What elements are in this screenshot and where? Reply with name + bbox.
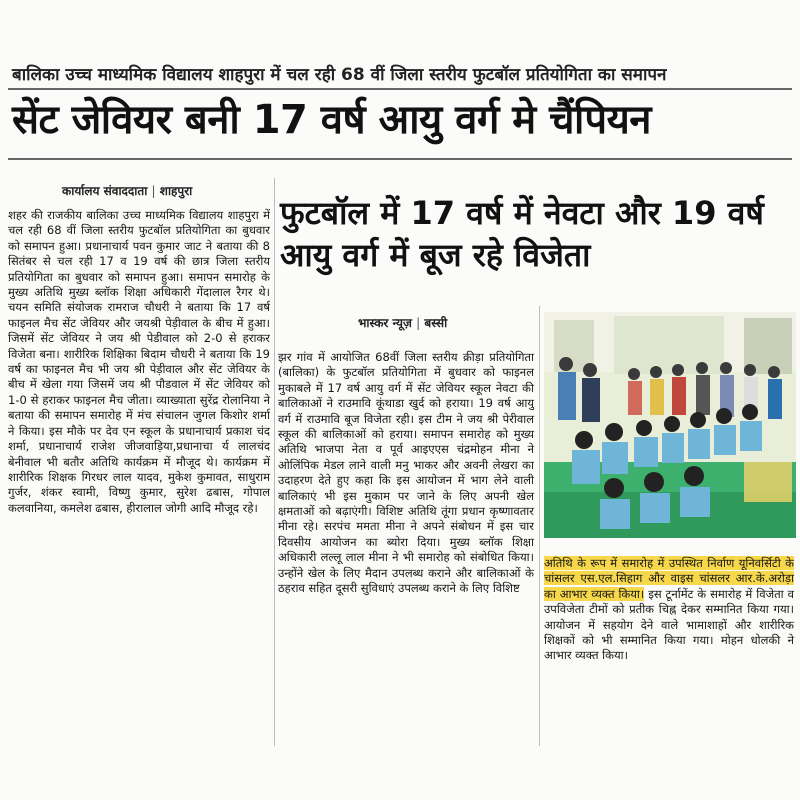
byline-place: बस्सी — [424, 316, 448, 330]
column-divider — [274, 178, 275, 746]
divider — [8, 158, 792, 160]
byline-place: शाहपुरा — [159, 184, 193, 198]
article-body: इस टूर्नामेंट के समारोह में विजेता व उपविजेता टीमों को प्रतीक चिह्न देकर सम्मानित किया गया। आयोजन में सहयोग देने वाले भामाशाहों और शारीरिक शिक्षकों को भी सम्मानित किया गया। मोहन धोलकी ने आभार व्यक्त किया। — [544, 586, 794, 663]
byline-source: कार्यालय संवाददाता — [62, 184, 148, 198]
divider — [8, 88, 792, 90]
byline-source: भास्कर न्यूज़ — [358, 316, 412, 330]
kicker-line: बालिका उच्च माध्यमिक विद्यालय शाहपुरा में चल रही 68 वीं जिला स्तरीय फुटबॉल प्रतियोगिता का समापन — [12, 65, 667, 85]
byline-right: भास्कर न्यूज़ | बस्सी — [358, 316, 448, 330]
article-body: झर गांव में आयोजित 68वीं जिला स्तरीय क्रीड़ा प्रतियोगिता (बालिका) के फुटबॉल प्रतियोगिता में बुधवार को फाइनल मुकाबले में 17 वर्ष आयु वर्ग में सेंट जेवियर स्कूल नेवटा की बालिकाओं ने राउमावि कूंथाडा खुर्द को हराया। 19 वर्ष आयु वर्ग में राउमावि बूज विजेता रही। इस टीम ने जय श्री पेरीवाल स्कूल की बालिकाओं को हराया। समापन समारोह को मुख्य अतिथि भाजपा नेता व पूर्व आइएएस चंद्रमोहन मीना ने ओलिंपिक मेडल लाने वाली मनु भाकर और अवनी लेखरा का उदाहरण देते हुए कहा कि इस आयोजन में भाग लेने वाली बालिकाएं भी इस मुकाम पर जाने के लिए अपनी खेल क्षमताओं को बढ़ाएंगी। विशिष्ट अतिथि तूंगा प्रधान कृष्णावतार मीना रहे। सरपंच ममता मीना ने अपने संबोधन में इस चार दिवसीय आयोजन का ब्योरा दिया। मुख्य ब्लॉक शिक्षा अधिकारी लल्लू लाल मीना ने भी समारोह को संबोधित किया। उन्होंने खेल के लिए मैदान उपलब्ध कराने और बालिकाओं के ठहराव सहित दूसरी सुविधाएं उपलब्ध कराने के लिए विशिष्ट — [278, 350, 534, 596]
byline-left: कार्यालय संवाददाता | शाहपुरा — [62, 184, 193, 198]
team-photo — [544, 312, 796, 538]
headline: सेंट जेवियर बनी 17 वर्ष आयु वर्ग मे चैंपियन — [12, 97, 652, 143]
highlighted-text: अतिथि के रूप में समारोह में उपस्थित निर्वाण यूनिवर्सिटी के चांसलर एस.एल.सिहाग और वाइस चांसलर आर.के.अरोड़ा का आभार व्यक्त किया। — [544, 556, 794, 601]
article-column-2 — [278, 350, 534, 597]
sub-headline: फुटबॉल में 17 वर्ष में नेवटा और 19 वर्ष आयु वर्ग में बूज रहे विजेता — [280, 194, 764, 275]
article-body: शहर की राजकीय बालिका उच्च माध्यमिक विद्यालय शाहपुरा में चल रही 68 वीं जिला स्तरीय फुटबॉल प्रतियोगिता का बुधवार को समापन हुआ। प्रधानाचार्य पवन कुमार जाट ने बताया की 8 सितंबर से चल रही 17 व 19 वर्ष की छात्र जिला स्तरीय प्रतियोगिता का बुधवार को समापन हुआ। समापन समारोह के मुख्य अतिथि मुख्य ब्लॉक शिक्षा अधिकारी गेंदालाल रैगर थे। चयन समिति संयोजक रामराज चौधरी ने बताया कि 17 वर्ष फाइनल मैच सेंट जेवियर और जयश्री पेड़ीवाल के बीच में हुआ। जिसमें सेंट जेवियर ने जय श्री पेडीवाल को 2-0 से हराकर विजेता बना। शारीरिक शिक्षिका बिदाम चौधरी ने बताया कि 19 वर्ष का फाइनल मैच भी जय श्री पेड़ीवाल और सेंट जेवियर के बीच में खेला गया जिसमें जय श्री पौडवाल में सेंट जेवियर को 1-0 से हराकर फाइनल मैच जीता। व्याख्याता सुरेंद्र रोलानिया ने बताया की समापन समारोह में मंच संचालन जुगल किशोर शर्मा ने किया। इस मौके पर देव एन स्कूल के प्रधानाचार्य प्रकाश चंद शर्मा, प्रधानाचार्य राजेश जीजवाड़िया,प्रधानाचा र्य लालचंद बेनीवाल भी बतौर अतिथि कार्यक्रम में मौजूद थे। कार्यक्रम में शारीरिक शिक्षक गिरधर लाल यादव, मुकेश कुमावत, साधुराम गुर्जर, शंकर स्वामी, विष्णु कुमार, सुरेश ढबास, गोपाल कलवानिया, कमलेश ढबास, हीरालाल जोगी आदि मौजूद रहे। — [8, 208, 270, 515]
article-column-3 — [544, 556, 794, 664]
article-column-1 — [8, 208, 270, 516]
column-divider — [539, 306, 540, 746]
